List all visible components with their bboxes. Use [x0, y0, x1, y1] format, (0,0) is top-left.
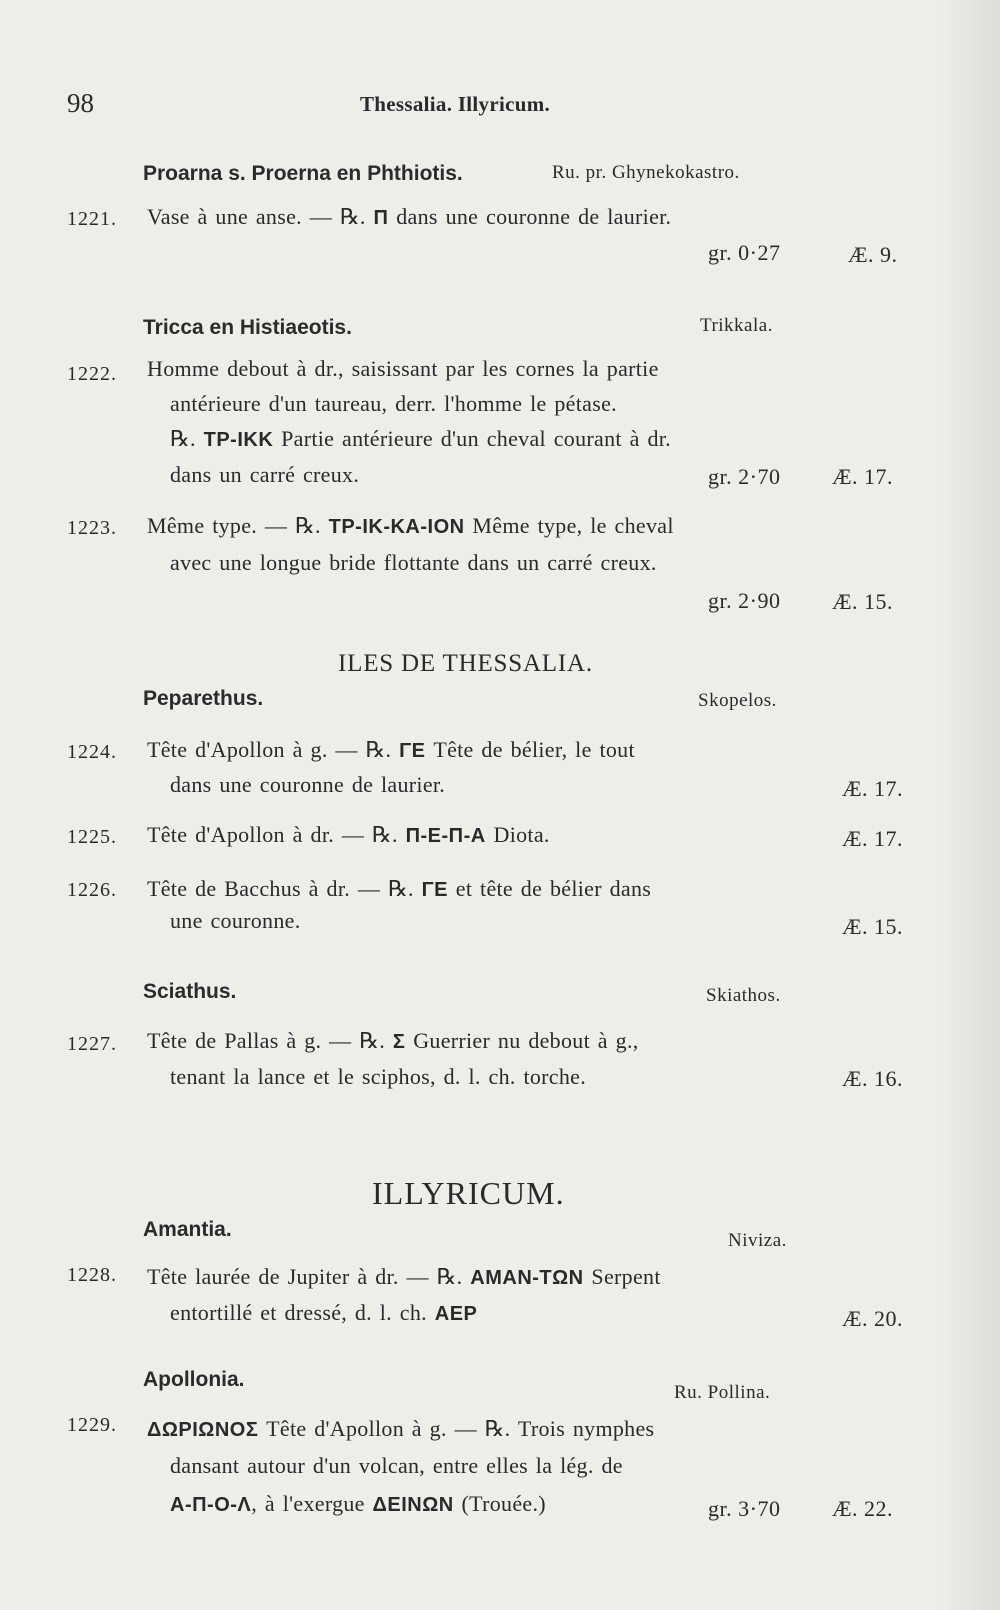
- greek-legend: Σ: [392, 1031, 406, 1053]
- greek-legend: Π-Ε-Π-Α: [405, 825, 486, 847]
- entry-number-1228: 1228.: [67, 1264, 117, 1286]
- place-name-tricca: Tricca en Histiaeotis.: [143, 316, 352, 339]
- entry-1229-line-3: [170, 1491, 546, 1517]
- weight-1222: gr. 2·70: [708, 464, 781, 489]
- entry-number-1227: 1227.: [67, 1033, 117, 1055]
- entry-number-1221: 1221.: [67, 208, 117, 230]
- entry-number-1223: 1223.: [67, 517, 117, 539]
- entry-1224-line-1: [147, 737, 635, 763]
- entry-1229-line-1: [147, 1416, 654, 1442]
- entry-text: Partie antérieure d'un cheval courant à dr.: [273, 426, 671, 451]
- greek-legend: ΓΕ: [421, 879, 448, 901]
- entry-text: Tête d'Apollon à g. — ℞.: [147, 737, 400, 762]
- metal-size-1225: Æ. 17.: [842, 826, 904, 851]
- place-name-amantia: Amantia.: [143, 1218, 232, 1241]
- entry-number-1222: 1222.: [67, 363, 117, 385]
- weight-1223: gr. 2·90: [708, 588, 781, 613]
- entry-1224-line-2: dans une couronne de laurier.: [170, 772, 446, 797]
- greek-legend: ΔΕΙΝΩΝ: [372, 1494, 454, 1516]
- entry-number-1226: 1226.: [67, 879, 117, 901]
- entry-text: Tête de bélier, le tout: [425, 737, 635, 762]
- entry-1229-line-2: dansant autour d'un volcan, entre elles la lég. de: [170, 1453, 623, 1478]
- entry-text: Tête d'Apollon à dr. — ℞.: [147, 822, 406, 847]
- entry-1226-line-2: une couronne.: [170, 908, 301, 933]
- greek-legend: Π: [373, 207, 389, 229]
- entry-1228-line-1: [147, 1264, 661, 1290]
- entry-number-1225: 1225.: [67, 826, 117, 848]
- entry-1223-line-2: avec une longue bride flottante dans un carré creux.: [170, 550, 657, 575]
- modern-name-tricca: Trikkala.: [700, 315, 773, 336]
- entry-text: et tête de bélier dans: [447, 876, 652, 901]
- entry-text: Même type. — ℞.: [147, 513, 329, 538]
- modern-name-amantia: Niviza.: [728, 1230, 787, 1251]
- greek-legend: ΔΩΡΙΩΝΟΣ: [147, 1419, 259, 1441]
- place-name-proarna: Proarna s. Proerna en Phthiotis.: [143, 162, 463, 185]
- weight-1229: gr. 3·70: [708, 1496, 781, 1521]
- entry-number-1229: 1229.: [67, 1414, 117, 1436]
- entry-text: (Trouée.): [453, 1491, 546, 1516]
- entry-text: Diota.: [485, 822, 550, 847]
- metal-size-1222: Æ. 17.: [832, 464, 894, 489]
- entry-1227-line-2: tenant la lance et le sciphos, d. l. ch. torche.: [170, 1064, 587, 1089]
- metal-size-1226: Æ. 15.: [842, 914, 904, 939]
- entry-text: , à l'exergue: [251, 1491, 373, 1516]
- entry-1228-line-2: [170, 1300, 477, 1326]
- greek-legend: AMAN-TΩN: [470, 1267, 584, 1289]
- entry-text: Tête d'Apollon à g. — ℞. Trois nymphes: [258, 1416, 655, 1441]
- entry-1222-line-3: [170, 426, 671, 452]
- weight-1221: gr. 0·27: [708, 240, 781, 265]
- greek-legend: Α-Π-Ο-Λ: [170, 1494, 252, 1516]
- metal-size-1221: Æ. 9.: [848, 242, 898, 267]
- greek-legend: ΓΕ: [399, 740, 426, 762]
- entry-text: entortillé et dressé, d. l. ch.: [170, 1300, 435, 1325]
- modern-name-peparethus: Skopelos.: [698, 690, 777, 711]
- metal-size-1228: Æ. 20.: [842, 1306, 904, 1331]
- entry-1222-line-4: dans un carré creux.: [170, 462, 360, 487]
- modern-name-sciathus: Skiathos.: [706, 985, 781, 1006]
- entry-text: Tête laurée de Jupiter à dr. — ℞.: [147, 1264, 471, 1289]
- modern-name-proarna: Ru. pr. Ghynekokastro.: [552, 162, 740, 183]
- running-title: Thessalia. Illyricum.: [360, 92, 551, 116]
- entry-1225-line-1: [147, 822, 550, 848]
- metal-size-1223: Æ. 15.: [832, 589, 894, 614]
- entry-text: dans une couronne de laurier.: [388, 204, 672, 229]
- modern-name-apollonia: Ru. Pollina.: [674, 1382, 771, 1403]
- greek-legend: AEP: [434, 1303, 478, 1325]
- entry-text: Tête de Pallas à g. — ℞.: [147, 1028, 393, 1053]
- greek-legend: TP-IKK: [203, 429, 274, 451]
- entry-text: Vase à une anse. — ℞.: [147, 204, 374, 229]
- entry-1221-line-1: [147, 204, 671, 230]
- entry-1222-line-2: antérieure d'un taureau, derr. l'homme le pétase.: [170, 391, 617, 416]
- gutter-shadow: [940, 0, 1000, 1610]
- entry-1226-line-1: [147, 876, 651, 902]
- entry-1227-line-1: [147, 1028, 639, 1054]
- page-number: 98: [67, 88, 94, 118]
- section-heading-iles-de-thessalia: ILES DE THESSALIA.: [338, 650, 593, 677]
- entry-text: Guerrier nu debout à g.,: [405, 1028, 639, 1053]
- entry-text: Tête de Bacchus à dr. — ℞.: [147, 876, 422, 901]
- entry-1222-line-1: Homme debout à dr., saisissant par les cornes la partie: [147, 356, 659, 381]
- greek-legend: TP-IK-KA-ION: [328, 516, 465, 538]
- place-name-apollonia: Apollonia.: [143, 1368, 245, 1391]
- entry-text: ℞.: [170, 426, 204, 451]
- metal-size-1229: Æ. 22.: [832, 1496, 894, 1521]
- entry-text: Serpent: [583, 1264, 661, 1289]
- entry-1223-line-1: [147, 513, 674, 539]
- metal-size-1224: Æ. 17.: [842, 776, 904, 801]
- entry-text: Même type, le cheval: [464, 513, 674, 538]
- entry-number-1224: 1224.: [67, 741, 117, 763]
- metal-size-1227: Æ. 16.: [842, 1066, 904, 1091]
- place-name-peparethus: Peparethus.: [143, 687, 264, 710]
- place-name-sciathus: Sciathus.: [143, 980, 237, 1003]
- section-heading-illyricum: ILLYRICUM.: [372, 1175, 565, 1211]
